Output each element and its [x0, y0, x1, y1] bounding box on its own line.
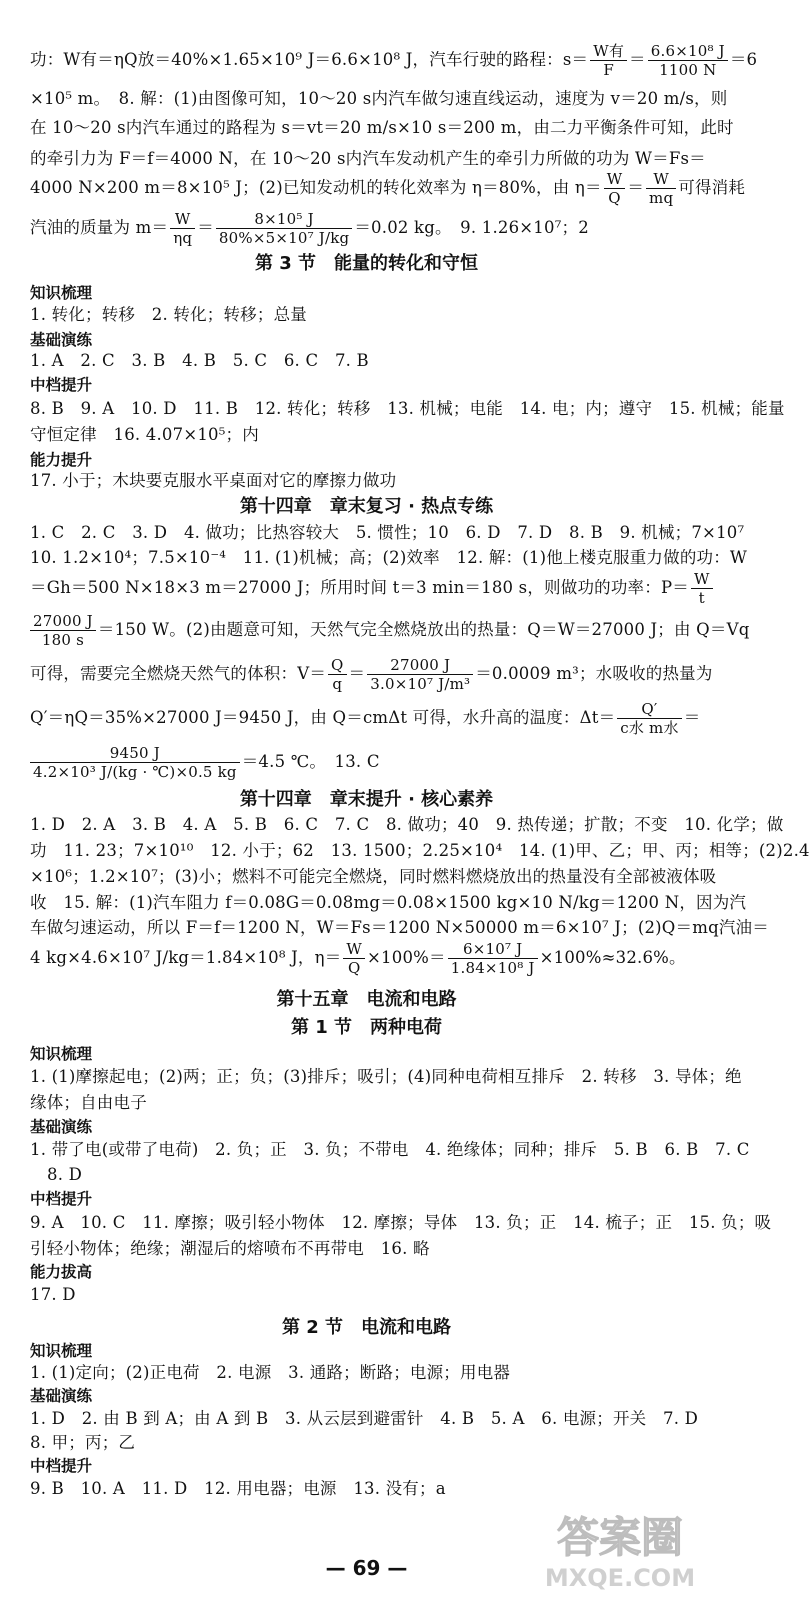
fraction: $\frac{\text{6.6×10⁸ J}}{1100 N}$: [648, 42, 728, 79]
fraction: $\frac{9450 J}{\text{4.2×10³ J/(kg · ℃)×0.5 kg}}$: [30, 744, 240, 781]
answer-line: 8. 甲；丙；乙: [30, 1433, 136, 1452]
fraction: $\frac{27000 J}{\text{3.0×10⁷ J/m³}}$: [367, 656, 473, 693]
answer-line: 1. 带了电(或带了电荷) 2. 负；正 3. 负；不带电 4. 绝缘体；同种；排斥 5. B 6. B 7. C: [30, 1140, 750, 1159]
answer-line: 9. A 10. C 11. 摩擦；吸引轻小物体 12. 摩擦；导体 13. 负；正 14. 梳子；正 15. 负；吸: [30, 1213, 772, 1232]
section-title: 第 2 节 电流和电路: [281, 1317, 452, 1338]
answer-line: 8. D: [47, 1165, 83, 1184]
subheading: 知识梳理: [30, 1342, 93, 1360]
answer-line: 1. A 2. C 3. B 4. B 5. C 6. C 7. B: [30, 351, 369, 370]
subheading: 基础演练: [30, 331, 93, 349]
watermark-text: 答案圈: [556, 1513, 684, 1562]
section-title: 第十四章 章末复习 · 热点专练: [239, 496, 494, 517]
fraction: $\frac{W}{mq}$: [646, 170, 676, 207]
watermark-url: MXQE.COM: [544, 1564, 696, 1592]
answer-line: 17. D: [30, 1285, 76, 1304]
fraction: $\frac{W}{t}$: [691, 570, 713, 607]
fraction: $\frac{W}{Q}$: [604, 170, 626, 207]
fraction: $\frac{W}{\eta q}$: [170, 210, 195, 247]
subheading: 中档提升: [30, 376, 93, 394]
subheading: 知识梳理: [30, 284, 93, 302]
answer-line: 17. 小于；木块要克服水平桌面对它的摩擦力做功: [30, 471, 397, 490]
answer-line: 可得，需要完全燃烧天然气的体积：V＝ $\frac{Q}{q}$ ＝ $\frac{27000 J}{\text{3.0×10⁷ J/m³}}$ ＝0.0009 m³；水吸收的热量为: [30, 656, 713, 693]
text-line-6: 汽油的质量为 m＝ $\frac{W}{\eta q}$ ＝ $\frac{\text{8×10⁵ J}}{\text{80\%×5×10⁷ J/kg}}$ ＝0.02 kg。 9. 1.26×10⁷；2: [30, 210, 589, 247]
answer-line: 1. 转化；转移 2. 转化；转移；总量: [30, 305, 307, 324]
text-line-3: 在 10～20 s内汽车通过的路程为 s＝vt＝20 m/s×10 s＝200 m，由二力平衡条件可知，此时: [30, 118, 734, 137]
answer-line: 10. 1.2×10⁴；7.5×10⁻⁴ 11. (1)机械；高；(2)效率 12. 解：(1)他上楼克服重力做的功：W: [30, 548, 748, 567]
subheading: 知识梳理: [30, 1045, 93, 1063]
text-line-1: 功：W有＝ηQ放＝40%×1.65×10⁹ J＝6.6×10⁸ J，汽车行驶的路程：s＝ $\frac{\text{W有}}{F}$ ＝ $\frac{\text{6.6×10⁸ J}}{1100 N}$ ＝6: [30, 42, 758, 79]
answer-line: 功 11. 23；7×10¹⁰ 12. 小于；62 13. 1500；2.25×10⁴ 14. (1)甲、乙；甲、丙；相等；(2)2.4: [30, 841, 810, 860]
answer-line: 4 kg×4.6×10⁷ J/kg＝1.84×10⁸ J，η＝ $\frac{W}{Q}$ ×100%＝ $\frac{\text{6×10⁷ J}}{\text{1.84×10⁸ J}}$ ×100%≈32.6%。: [30, 940, 686, 977]
answer-line: 车做匀速运动，所以 F＝f＝1200 N，W＝Fs＝1200 N×50000 m＝6×10⁷ J；(2)Q＝mq汽油＝: [30, 918, 769, 937]
section-title: 第十四章 章末提升 · 核心素养: [239, 789, 494, 810]
answer-line: 引轻小物体；绝缘；潮湿后的熔喷布不再带电 16. 略: [30, 1239, 430, 1258]
fraction: $\frac{\text{8×10⁵ J}}{\text{80\%×5×10⁷ J/kg}}$: [216, 210, 352, 247]
fraction: $\frac{Q}{q}$: [328, 656, 347, 693]
fraction: $\frac{\text{6×10⁷ J}}{\text{1.84×10⁸ J}}$: [448, 940, 538, 977]
section-title: 第 1 节 两种电荷: [290, 1017, 443, 1038]
answer-line: 收 15. 解：(1)汽车阻力 f＝0.08G＝0.08mg＝0.08×1500 kg×10 N/kg＝1200 N，因为汽: [30, 893, 747, 912]
answer-line: ＝Gh＝500 N×18×3 m＝27000 J；所用时间 t＝3 min＝180 s，则做功的功率：P＝ $\frac{W}{t}$: [30, 570, 710, 607]
section-title: 第 3 节 能量的转化和守恒: [254, 253, 479, 274]
subheading: 能力拔高: [30, 1263, 93, 1281]
answer-line: 1. C 2. C 3. D 4. 做功；比热容较大 5. 惯性；10 6. D 7. D 8. B 9. 机械；7×10⁷: [30, 523, 745, 542]
answer-line: 1. (1)定向；(2)正电荷 2. 电源 3. 通路；断路；电源；用电器: [30, 1363, 511, 1382]
subheading: 基础演练: [30, 1387, 93, 1405]
answer-line: 1. D 2. A 3. B 4. A 5. B 6. C 7. C 8. 做功；40 9. 热传递；扩散；不变 10. 化学；做: [30, 815, 784, 834]
answer-line: 缘体；自由电子: [30, 1093, 147, 1112]
page-number: — 69 —: [325, 1556, 408, 1580]
answer-line: $\frac{27000 J}{180 s}$ ＝150 W。(2)由题意可知，天然气完全燃烧放出的热量：Q＝W＝27000 J；由 Q＝Vq: [30, 612, 710, 649]
text-line-2: ×10⁵ m。 8. 解：(1)由图像可知，10～20 s内汽车做匀速直线运动，速度为 v＝20 m/s，则: [30, 89, 728, 108]
answer-line: 1. D 2. 由 B 到 A；由 A 到 B 3. 从云层到避雷针 4. B 5. A 6. 电源；开关 7. D: [30, 1409, 699, 1428]
answer-line: 8. B 9. A 10. D 11. B 12. 转化；转移 13. 机械；电能 14. 电；内；遵守 15. 机械；能量: [30, 399, 785, 418]
answer-line: ×10⁶；1.2×10⁷；(3)小；燃料不可能完全燃烧，同时燃料燃烧放出的热量没有全部被液体吸: [30, 867, 717, 886]
fraction: $\frac{\text{W有}}{F}$: [590, 42, 627, 79]
subheading: 基础演练: [30, 1118, 93, 1136]
subheading: 中档提升: [30, 1457, 93, 1475]
answer-line: $\frac{9450 J}{\text{4.2×10³ J/(kg · ℃)×0.5 kg}}$ ＝4.5 ℃。 13. C: [30, 744, 710, 781]
text-line-4: 的牵引力为 F＝f＝4000 N，在 10～20 s内汽车发动机产生的牵引力所做的功为 W＝Fs＝: [30, 149, 706, 168]
text-line-5: 4000 N×200 m＝8×10⁵ J；(2)已知发动机的转化效率为 η＝80%，由 η＝ $\frac{W}{Q}$ ＝ $\frac{W}{mq}$ 可得消耗: [30, 170, 746, 207]
answer-line: 1. (1)摩擦起电；(2)两；正；负；(3)排斥；吸引；(4)同种电荷相互排斥 2. 转移 3. 导体；绝: [30, 1067, 742, 1086]
subheading: 中档提升: [30, 1190, 93, 1208]
fraction: $\frac{Q'}{\text{c水 m水}}$: [617, 700, 681, 737]
chapter-title: 第十五章 电流和电路: [276, 989, 457, 1010]
answer-line: 9. B 10. A 11. D 12. 用电器；电源 13. 没有；a: [30, 1479, 446, 1498]
answer-line: Q′＝ηQ＝35%×27000 J＝9450 J，由 Q＝cmΔt 可得，水升高的温度：Δt＝ $\frac{Q'}{\text{c水 m水}}$ ＝: [30, 700, 701, 737]
answer-line: 守恒定律 16. 4.07×10⁵；内: [30, 425, 259, 444]
fraction: $\frac{W}{Q}$: [343, 940, 365, 977]
subheading: 能力提升: [30, 451, 93, 469]
fraction: $\frac{27000 J}{180 s}$: [30, 612, 96, 649]
watermark-logo: [520, 1500, 720, 1595]
